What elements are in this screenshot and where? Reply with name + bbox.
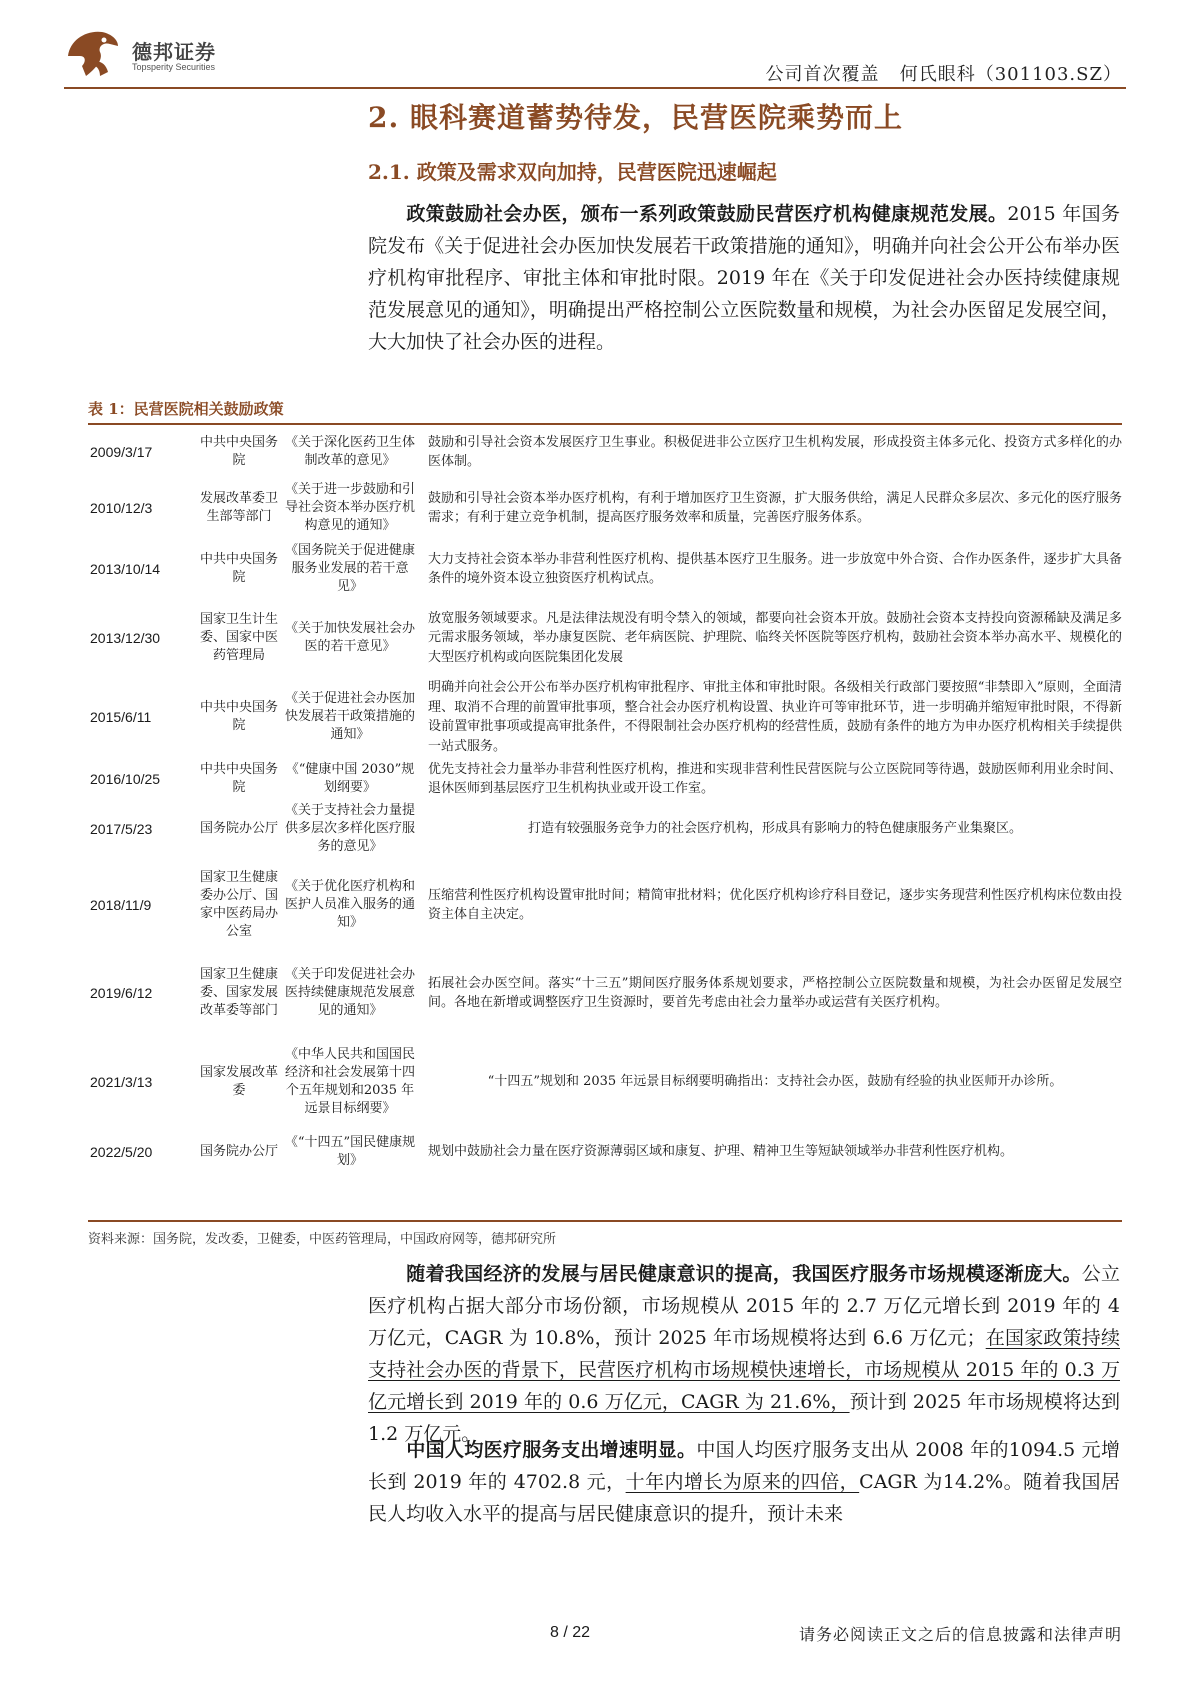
policy-document: 《关于深化医药卫生体制改革的意见》 — [284, 435, 415, 468]
company-logo — [64, 26, 224, 82]
policy-issuer: 国家发展改革委 — [199, 1065, 278, 1098]
company-name-en: Topsperity Securities — [132, 62, 216, 72]
policy-document: 《关于印发促进社会办医持续健康规范发展意见的通知》 — [284, 967, 415, 1018]
policy-description: 鼓励和引导社会资本发展医疗卫生事业。积极促进非公立医疗卫生机构发展，形成投资主体多元化、投资方式多样化的办医体制。 — [428, 434, 1122, 469]
policy-document: 《国务院关于促进健康服务业发展的若干意见》 — [284, 543, 415, 594]
paragraph-body-end: 预计到 2025 年市场规模将达到 1.2 万亿元。 — [368, 1391, 1120, 1445]
paragraph-policy — [368, 198, 1120, 358]
table-row — [88, 801, 1122, 857]
policy-description: 鼓励和引导社会资本举办医疗机构，有利于增加医疗卫生资源，扩大服务供给，满足人民群众多层次、多元化的医疗服务需求；有利于建立竞争机制，提高医疗服务效率和质量，完善医疗服务体系。 — [428, 490, 1122, 525]
table-row — [88, 1131, 1122, 1173]
policy-date: 2010/12/3 — [90, 500, 153, 516]
policy-issuer: 国家卫生健康委、国家发展改革委等部门 — [199, 967, 278, 1018]
policy-date: 2015/6/11 — [90, 709, 152, 725]
page-number: 8 / 22 — [550, 1624, 591, 1641]
paragraph-lead: 随着我国经济的发展与居民健康意识的提高，我国医疗服务市场规模逐渐庞大。 — [406, 1263, 1082, 1285]
paragraph-underline: 在国家政策持续支持社会办医的背景下，民营医疗机构市场规模快速增长，市场规模从 2015 年的 0.3 万亿元增长到 2019 年的 0.6 万亿元，CAGR 为 21.6%， — [368, 1327, 1120, 1413]
policy-document: 《“十四五”国民健康规划》 — [284, 1135, 416, 1168]
subsection-heading: 2.1. 政策及需求双向加持，民营医院迅速崛起 — [368, 160, 777, 184]
policy-document: 《“健康中国 2030”规划纲要》 — [285, 762, 415, 795]
policy-document: 《关于促进社会办医加快发展若干政策措施的通知》 — [284, 691, 415, 742]
table-row — [88, 757, 1122, 801]
paragraph-body-end: CAGR 为14.2%。随着我国居民人均收入水平的提高与居民健康意识的提升，预计未来 — [368, 1471, 1120, 1525]
policy-description: 优先支持社会力量举办非营利性医疗机构，推进和实现非营利性民营医院与公立医院同等待遇，鼓励医师利用业余时间、退休医师到基层医疗卫生机构执业或开设工作室。 — [428, 761, 1122, 796]
policy-description: 拓展社会办医空间。落实“十三五”期间医疗服务体系规划要求，严格控制公立医院数量和规模，为社会办医留足发展空间。各地在新增或调整医疗卫生资源时，要首先考虑由社会力量举办或运营有关医疗机构。 — [428, 975, 1122, 1010]
table-source: 资料来源：国务院，发改委，卫健委，中医药管理局，中国政府网等，德邦研究所 — [88, 1232, 557, 1247]
policy-document: 《关于加快发展社会办医的若干意见》 — [284, 621, 415, 654]
policy-date: 2009/3/17 — [90, 444, 153, 460]
policy-date: 2013/12/30 — [90, 630, 161, 646]
policy-date: 2019/6/12 — [90, 985, 153, 1001]
policy-issuer: 中共中央国务院 — [199, 435, 278, 468]
policy-issuer: 发展改革委卫生部等部门 — [199, 491, 278, 524]
policy-issuer: 中共中央国务院 — [199, 700, 278, 733]
policy-date: 2021/3/13 — [90, 1074, 153, 1090]
report-header — [766, 60, 1122, 86]
table-row — [88, 857, 1122, 953]
table-row — [88, 539, 1122, 599]
policy-document: 《中华人民共和国国民经济和社会发展第十四个五年规划和2035 年远景目标纲要》 — [284, 1047, 415, 1116]
table-row — [88, 477, 1122, 539]
table-row — [88, 677, 1122, 757]
paragraph-body: 中国人均医疗服务支出从 2008 年的1094.5 元增长到 2019 年的 4702.8 元， — [368, 1439, 1120, 1493]
policy-description: “十四五”规划和 2035 年远景目标纲要明确指出：支持社会办医，鼓励有经验的执业医师开办诊所。 — [487, 1074, 1063, 1090]
policy-document: 《关于进一步鼓励和引导社会资本举办医疗机构意见的通知》 — [284, 482, 415, 533]
policy-issuer: 国家卫生健康委办公厅、国家中医药局办公室 — [199, 870, 278, 939]
policy-description: 打造有较强服务竞争力的社会医疗机构，形成具有影响力的特色健康服务产业集聚区。 — [527, 821, 1022, 837]
table-row — [88, 599, 1122, 677]
policy-date: 2013/10/14 — [90, 561, 161, 577]
policy-description: 大力支持社会资本举办非营利性医疗机构、提供基本医疗卫生服务。进一步放宽中外合资、合作办医条件，逐步扩大具备条件的境外资本设立独资医疗机构试点。 — [428, 551, 1122, 586]
policy-description: 规划中鼓励社会力量在医疗资源薄弱区域和康复、护理、精神卫生等短缺领域举办非营利性医疗机构。 — [428, 1144, 1014, 1160]
policy-description: 压缩营利性医疗机构设置审批时间；精简审批材料；优化医疗机构诊疗科目登记，逐步实务现营利性医疗机构床位数由投资主体自主决定。 — [428, 887, 1122, 922]
policy-description: 明确并向社会公开公布举办医疗机构审批程序、审批主体和审批时限。各级相关行政部门要按照“非禁即入”原则，全面清理、取消不合理的前置审批事项，整合社会办医疗机构设置、执业许可等审批环节，进一步明确并缩短审批时限，不得新设前置审批事项或提高审批条件，不得限制社会办医疗机构的经营性质，鼓励有条件的地方为申办医疗机构相关手续提供一站式服务。 — [428, 680, 1122, 754]
policy-document: 《关于优化医疗机构和医护人员准入服务的通知》 — [284, 879, 415, 930]
paragraph-market — [368, 1258, 1120, 1450]
paragraph-body: 2015 年国务院发布《关于促进社会办医加快发展若干政策措施的通知》，明确并向社会公开公布举办医疗机构审批程序、审批主体和审批时限。2019 年在《关于印发促进社会办医持续健康规范发展意见的通知》，明确提出严格控制公立医院数量和规模，为社会办医留足发展空间，大大加快了社会办医的进程。 — [368, 203, 1120, 353]
table-row — [88, 427, 1122, 477]
policy-date: 2022/5/20 — [90, 1144, 153, 1160]
policy-date: 2017/5/23 — [90, 821, 153, 837]
policy-issuer: 中共中央国务院 — [199, 552, 278, 585]
paragraph-body: 公立医疗机构占据大部分市场份额，市场规模从 2015 年的 2.7 万亿元增长到 2019 年的 4 万亿元，CAGR 为 10.8%，预计 2025 年市场规模将达到 6.6 万亿元； — [368, 1263, 1120, 1349]
paragraph-per-capita — [368, 1434, 1120, 1530]
policy-table — [88, 427, 1122, 1173]
policy-issuer: 国务院办公厅 — [199, 821, 278, 836]
paragraph-lead: 政策鼓励社会办医，颁布一系列政策鼓励民营医疗机构健康规范发展。 — [406, 203, 1008, 225]
table-title: 表 1：民营医院相关鼓励政策 — [88, 400, 284, 418]
company-name-cn: 德邦证券 — [132, 40, 216, 64]
table-bottom-rule — [88, 1220, 1122, 1222]
policy-issuer: 国家卫生计生委、国家中医药管理局 — [199, 612, 278, 663]
header-divider — [64, 87, 1126, 89]
section-heading: 2. 眼科赛道蓄势待发，民营医院乘势而上 — [368, 101, 903, 134]
policy-date: 2016/10/25 — [90, 771, 161, 787]
policy-issuer: 中共中央国务院 — [199, 762, 278, 795]
paragraph-lead: 中国人均医疗服务支出增速明显。 — [406, 1439, 697, 1461]
policy-date: 2018/11/9 — [90, 897, 152, 913]
paragraph-underline: 十年内增长为原来的四倍， — [625, 1471, 860, 1493]
disclaimer-note: 请务必阅读正文之后的信息披露和法律声明 — [798, 1625, 1122, 1644]
table-top-rule — [88, 423, 1122, 425]
report-type: 公司首次覆盖 — [765, 64, 880, 85]
stock-name: 何氏眼科（301103.SZ） — [899, 64, 1122, 85]
policy-issuer: 国务院办公厅 — [199, 1144, 278, 1159]
logo-mark-icon — [64, 26, 122, 82]
table-row — [88, 1033, 1122, 1131]
policy-description: 放宽服务领域要求。凡是法律法规没有明令禁入的领域，都要向社会资本开放。鼓励社会资本支持投向资源稀缺及满足多元需求服务领域，举办康复医院、老年病医院、护理院、临终关怀医院等医疗机构，鼓励社会资本举办高水平、规模化的大型医疗机构或向医院集团化发展 — [428, 610, 1122, 665]
policy-document: 《关于支持社会力量提供多层次多样化医疗服务的意见》 — [284, 803, 415, 854]
table-row — [88, 953, 1122, 1033]
